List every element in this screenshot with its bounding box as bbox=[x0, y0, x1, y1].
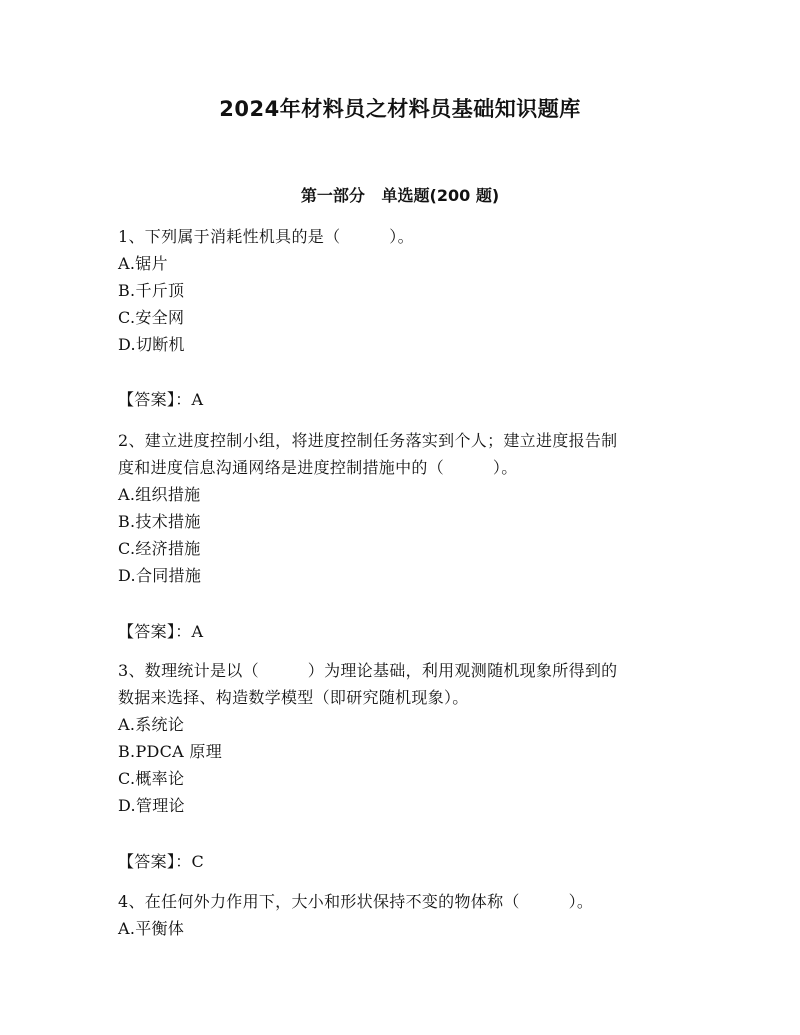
question-3-option-c: C.概率论 bbox=[118, 769, 185, 788]
question-2-option-b: B.技术措施 bbox=[118, 512, 201, 531]
question-3-answer: 【答案】：C bbox=[118, 852, 205, 871]
question-2-option-a: A.组织措施 bbox=[118, 485, 201, 504]
question-1-option-d: D.切断机 bbox=[118, 335, 185, 354]
question-3-option-a: A.系统论 bbox=[118, 715, 185, 734]
question-3-option-b: B.PDCA 原理 bbox=[118, 742, 223, 761]
section-heading: 第一部分 单选题(200 题) bbox=[300, 186, 500, 205]
question-4-text: 4、在任何外力作用下，大小和形状保持不变的物体称（ ）。 bbox=[118, 892, 594, 911]
question-1-text: 1、下列属于消耗性机具的是（ ）。 bbox=[118, 227, 414, 246]
question-1-option-c: C.安全网 bbox=[118, 308, 185, 327]
document-title: 2024年材料员之材料员基础知识题库 bbox=[219, 97, 581, 121]
question-2-text-line-2: 度和进度信息沟通网络是进度控制措施中的（ ）。 bbox=[118, 458, 518, 477]
question-1-answer: 【答案】：A bbox=[118, 390, 204, 409]
question-2-text-line-1: 2、建立进度控制小组，将进度控制任务落实到个人；建立进度报告制 bbox=[118, 431, 618, 450]
question-3-text-line-1: 3、数理统计是以（ ）为理论基础，利用观测随机现象所得到的 bbox=[118, 661, 618, 680]
question-1-option-a: A.锯片 bbox=[118, 254, 168, 273]
question-4-option-a: A.平衡体 bbox=[118, 919, 185, 938]
question-2-option-c: C.经济措施 bbox=[118, 539, 201, 558]
question-2-option-d: D.合同措施 bbox=[118, 566, 202, 585]
question-3-option-d: D.管理论 bbox=[118, 796, 185, 815]
question-1-option-b: B.千斤顶 bbox=[118, 281, 185, 300]
question-2-answer: 【答案】：A bbox=[118, 622, 204, 641]
question-3-text-line-2: 数据来选择、构造数学模型（即研究随机现象）。 bbox=[118, 688, 469, 707]
